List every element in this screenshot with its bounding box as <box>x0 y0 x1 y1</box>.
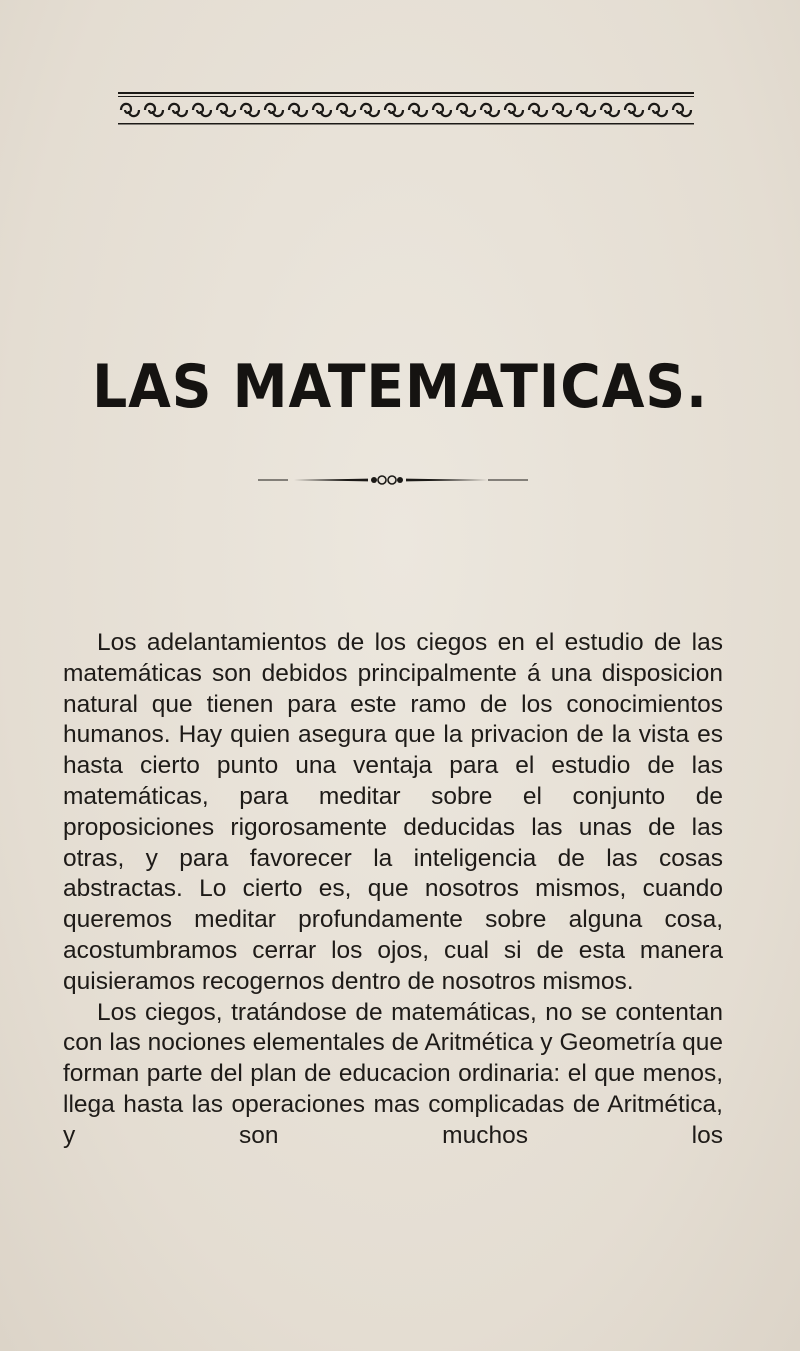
ornamental-header-band <box>118 92 694 126</box>
chapter-title: LAS MATEMATICAS. <box>92 352 708 422</box>
paragraph: Los adelantamientos de los ciegos en el estudio de las matemáticas son debidos principalmente á una disposicion natural que tienen para este ramo de los conocimientos humanos. Hay quien asegura que la privacion de la vista es hasta cierto punto una ventaja para el estudio de las matemáticas, para meditar sobre el conjunto de proposiciones rigorosamente deducidas las unas de las otras, y para favorecer la inteligencia de las cosas abstractas. Lo cierto es, que nosotros mismos, cuando queremos meditar profundamente sobre alguna cosa, acostumbramos cerrar los ojos, cual si de esta manera quisieramos recogernos dentro de nosotros mismos. <box>63 629 723 995</box>
body-text <box>63 628 723 1152</box>
paragraph: Los ciegos, tratándose de matemáticas, no se contentan con las nociones elementales de Aritmética y Geometría que forman parte del plan de educacion ordinaria: el que menos, llega hasta las operaciones mas complicadas de Aritmética, y son muchos los <box>63 998 723 1149</box>
decorative-divider <box>258 474 528 486</box>
